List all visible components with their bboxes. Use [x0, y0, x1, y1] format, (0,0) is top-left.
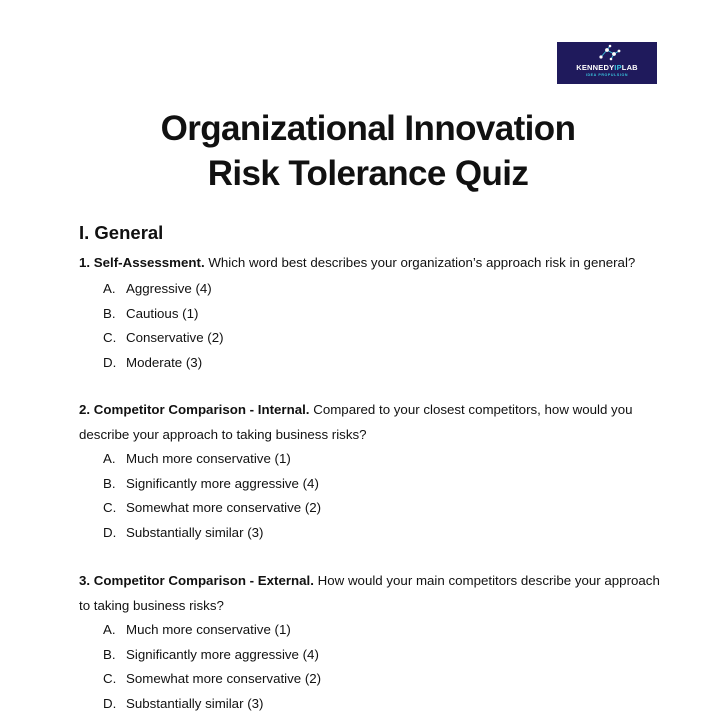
option-3a: [103, 618, 321, 643]
option-1b: [103, 302, 224, 327]
option-text: Cautious (1): [126, 305, 199, 321]
question-3-label: 3. Competitor Comparison - External.: [79, 573, 314, 588]
option-2a: [103, 447, 321, 472]
logo-word-ip: IP: [614, 63, 622, 72]
question-1-text: Which word best describes your organization’s approach risk in general?: [208, 255, 636, 270]
option-text: Substantially similar (3): [126, 695, 264, 711]
title-line-1: Organizational Innovation: [160, 109, 576, 148]
option-text: Much more conservative (1): [126, 622, 291, 637]
question-2-options: [103, 447, 321, 545]
option-letter: A.: [103, 281, 116, 296]
option-text: Moderate (3): [126, 354, 203, 370]
question-3-options: [103, 618, 321, 716]
option-text: Significantly more aggressive (4): [126, 646, 319, 662]
option-1d: [103, 351, 224, 376]
section-heading: I. General: [79, 222, 164, 243]
option-letter: B.: [103, 475, 116, 491]
logo-word-lab: LAB: [621, 63, 638, 72]
option-text: Conservative (2): [126, 330, 224, 345]
option-text: Significantly more aggressive (4): [126, 475, 319, 491]
question-3-text: How would your main competitors describe your approach to taking business risks?: [79, 573, 660, 613]
option-text: Somewhat more conservative (2): [126, 671, 322, 686]
option-text: Somewhat more conservative (2): [126, 500, 322, 515]
option-letter: D.: [103, 695, 117, 711]
option-1c: [103, 326, 224, 351]
kennedy-ip-lab-logo: [557, 42, 657, 84]
document-title: [0, 106, 720, 196]
option-text: Aggressive (4): [126, 281, 212, 296]
option-letter: D.: [103, 524, 117, 540]
option-3d: [103, 692, 321, 717]
option-letter: C.: [103, 330, 117, 345]
option-letter: A.: [103, 622, 116, 637]
title-line-2: Risk Tolerance Quiz: [207, 154, 529, 193]
option-2c: [103, 496, 321, 521]
option-letter: C.: [103, 671, 117, 686]
logo-wordmark: [557, 64, 657, 72]
option-letter: C.: [103, 500, 117, 515]
option-3c: [103, 667, 321, 692]
question-1-label: 1. Self-Assessment.: [79, 255, 205, 270]
option-text: Much more conservative (1): [126, 451, 291, 466]
option-letter: B.: [103, 305, 116, 321]
question-2-label: 2. Competitor Comparison - Internal.: [79, 402, 310, 417]
option-letter: D.: [103, 354, 117, 370]
option-1a: [103, 277, 224, 302]
question-2: [79, 398, 669, 447]
option-2d: [103, 521, 321, 546]
logo-tagline: IDEA PROPULSION: [585, 73, 629, 77]
logo-word-kennedy: KENNEDY: [576, 63, 615, 72]
option-letter: A.: [103, 451, 116, 466]
question-3: [79, 569, 669, 618]
option-3b: [103, 643, 321, 668]
option-letter: B.: [103, 646, 116, 662]
question-1-options: [103, 277, 224, 375]
option-2b: [103, 472, 321, 497]
option-text: Substantially similar (3): [126, 524, 264, 540]
question-1: [79, 251, 669, 276]
question-2-text: Compared to your closest competitors, how would you describe your approach to taking business risks?: [79, 402, 633, 442]
